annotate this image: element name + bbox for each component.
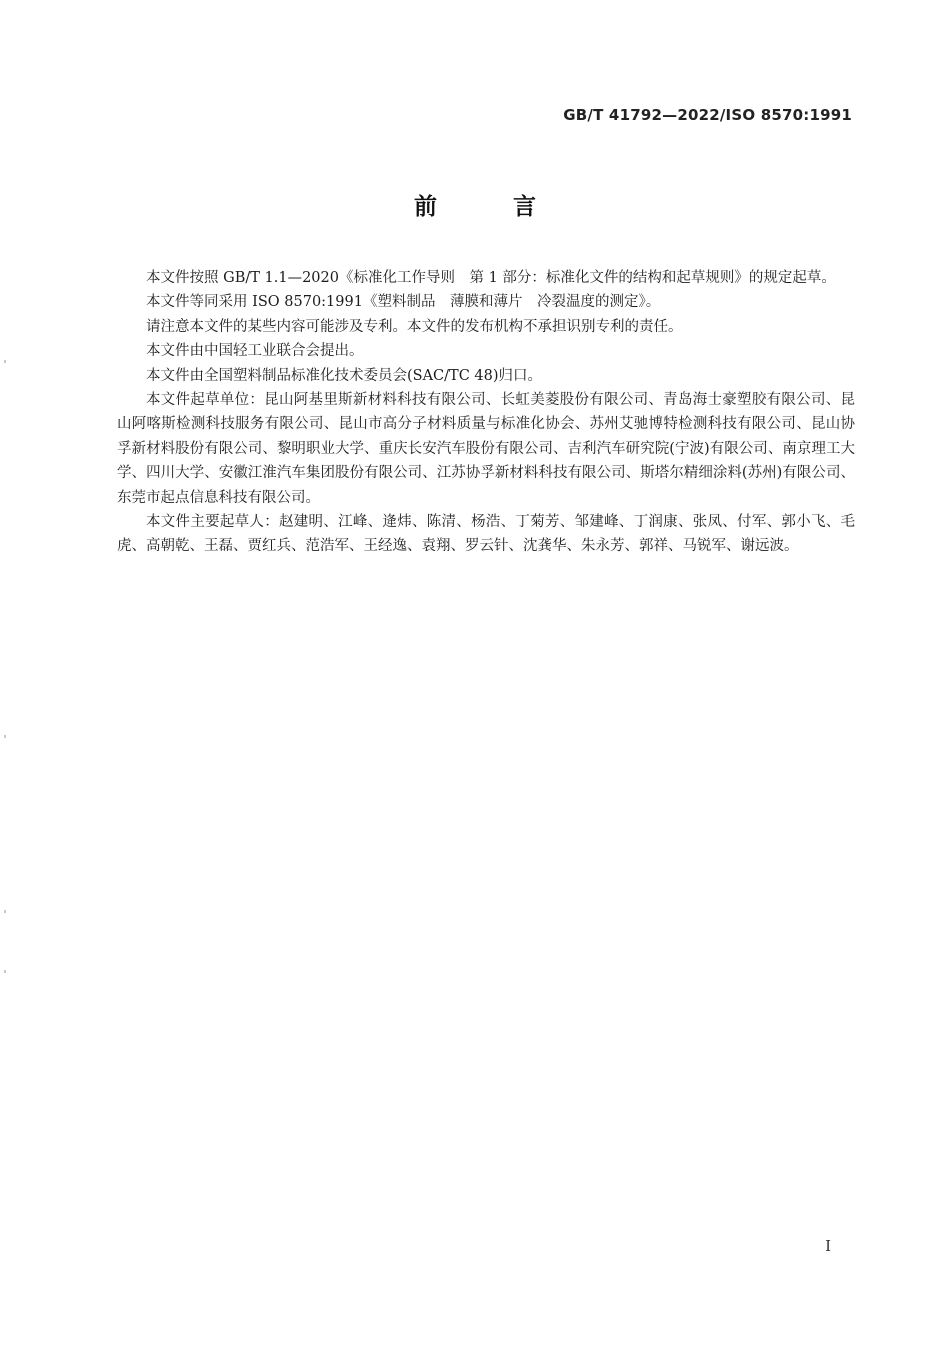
paragraph-drafting-units: 本文件起草单位：昆山阿基里斯新材料科技有限公司、长虹美菱股份有限公司、青岛海士豪塑胶有限公司、昆山阿喀斯检测科技服务有限公司、昆山市高分子材料质量与标准化协会、苏州艾驰博特检测科技有限公司、昆山协孚新材料股份有限公司、黎明职业大学、重庆长安汽车股份有限公司、吉利汽车研究院(宁波)有限公司、南京理工大学、四川大学、安徽江淮汽车集团股份有限公司、江苏协孚新材料科技有限公司、斯塔尔精细涂料(苏州)有限公司、东莞市起点信息科技有限公司。 [117,392,855,506]
page-title: 前 言 [413,194,570,220]
paragraph-main-drafters: 本文件主要起草人：赵建明、江峰、逄炜、陈清、杨浩、丁菊芳、邹建峰、丁润康、张凤、付军、郭小飞、毛虎、高朝乾、王磊、贾红兵、范浩军、王经逸、袁翔、罗云针、沈龚华、朱永芳、郭祥、马锐军、谢远波。 [117,514,855,555]
paragraph-centralized-by: 本文件由全国塑料制品标准化技术委员会(SAC/TC 48)归口。 [146,367,543,384]
paragraph-proposed-by: 本文件由中国轻工业联合会提出。 [146,343,364,360]
paragraph-patent-notice: 请注意本文件的某些内容可能涉及专利。本文件的发布机构不承担识别专利的责任。 [146,318,683,335]
scan-artifact [4,360,6,363]
standard-number-header: GB/T 41792—2022/ISO 8570:1991 [563,106,852,124]
scan-artifact [4,910,6,913]
paragraph-drafting-rules: 本文件按照 GB/T 1.1—2020《标准化工作导则 第 1 部分：标准化文件的结构和起草规则》的规定起草。 [146,270,836,286]
paragraph-iso-adoption: 本文件等同采用 ISO 8570:1991《塑料制品 薄膜和薄片 冷裂温度的测定》。 [146,294,661,311]
page-number: I [825,1237,831,1255]
scan-artifact [4,970,6,973]
foreword-body [117,266,855,559]
scan-artifact [4,735,6,738]
